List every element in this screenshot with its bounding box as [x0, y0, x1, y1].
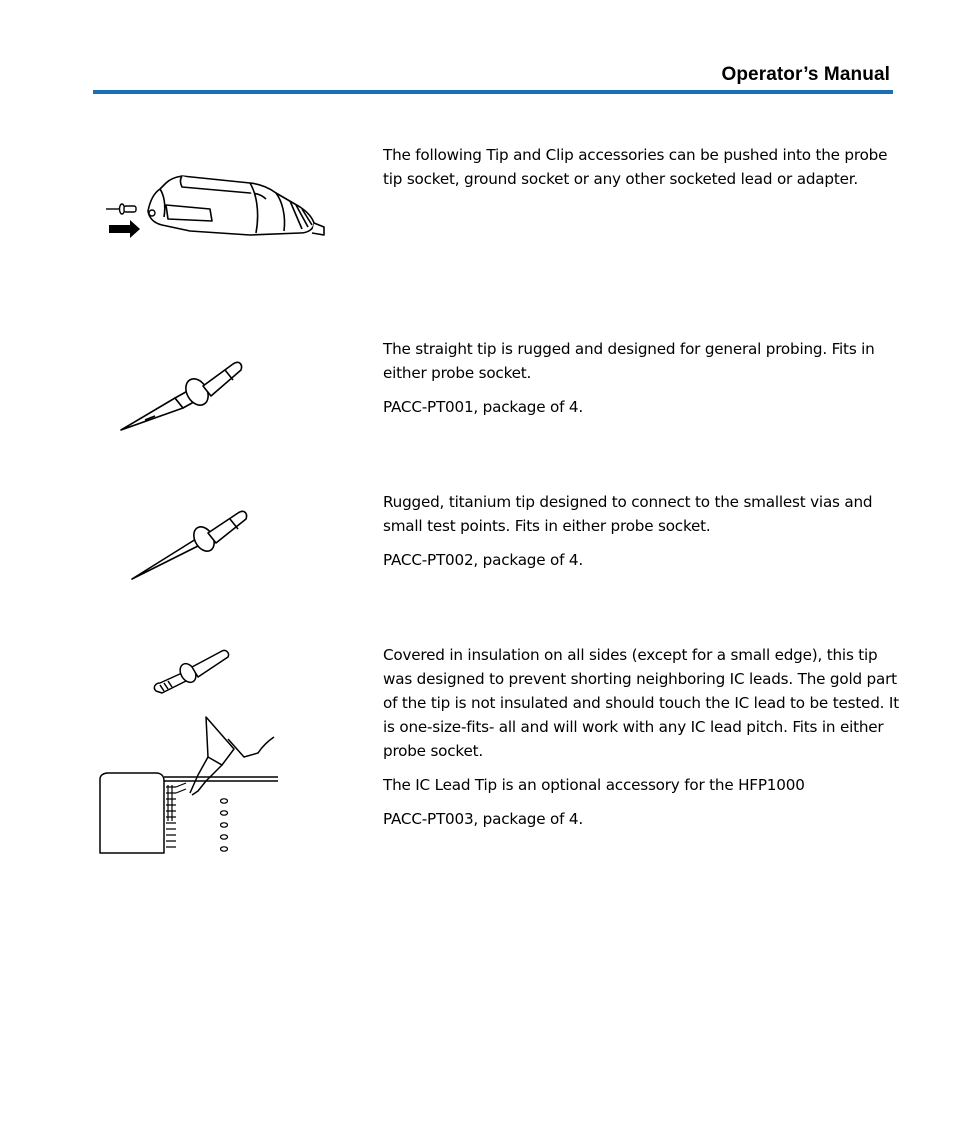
page-header-title: Operator’s Manual — [721, 64, 890, 85]
ic-lead-tip-illustration — [98, 645, 280, 855]
straight-tip-description: The straight tip is rugged and designed for general probing. Fits in either probe socket. — [383, 340, 875, 382]
section-ic-lead-tip — [383, 643, 903, 841]
titanium-tip-part-number: PACC-PT002, package of 4. — [383, 551, 583, 569]
header-rule — [93, 90, 893, 94]
titanium-tip-description: Rugged, titanium tip designed to connect to the smallest vias and small test points. Fits in either probe socket. — [383, 493, 873, 535]
straight-tip-part-number: PACC-PT001, package of 4. — [383, 398, 583, 416]
section-probe-accessories — [383, 143, 903, 201]
titanium-tip-illustration — [128, 505, 253, 585]
ic-lead-tip-optional-note: The IC Lead Tip is an optional accessory for the HFP1000 — [383, 776, 805, 794]
ic-lead-tip-part-number: PACC-PT003, package of 4. — [383, 810, 583, 828]
section-titanium-tip — [383, 490, 903, 582]
section-probe-accessories-text: The following Tip and Clip accessories can be pushed into the probe tip socket, ground socket or any other socketed lead or adapter. — [383, 146, 888, 188]
straight-tip-illustration — [115, 352, 250, 437]
section-straight-tip — [383, 337, 903, 429]
probe-with-tip-insert-illustration — [100, 165, 335, 250]
ic-lead-tip-description: Covered in insulation on all sides (except for a small edge), this tip was designed to prevent shorting neighboring IC leads. The gold part of the tip is not insulated and should touch the IC lead to be tested. It is one-size-fits- all and will work with any IC lead pitch. Fits in either probe socket. — [383, 646, 899, 760]
